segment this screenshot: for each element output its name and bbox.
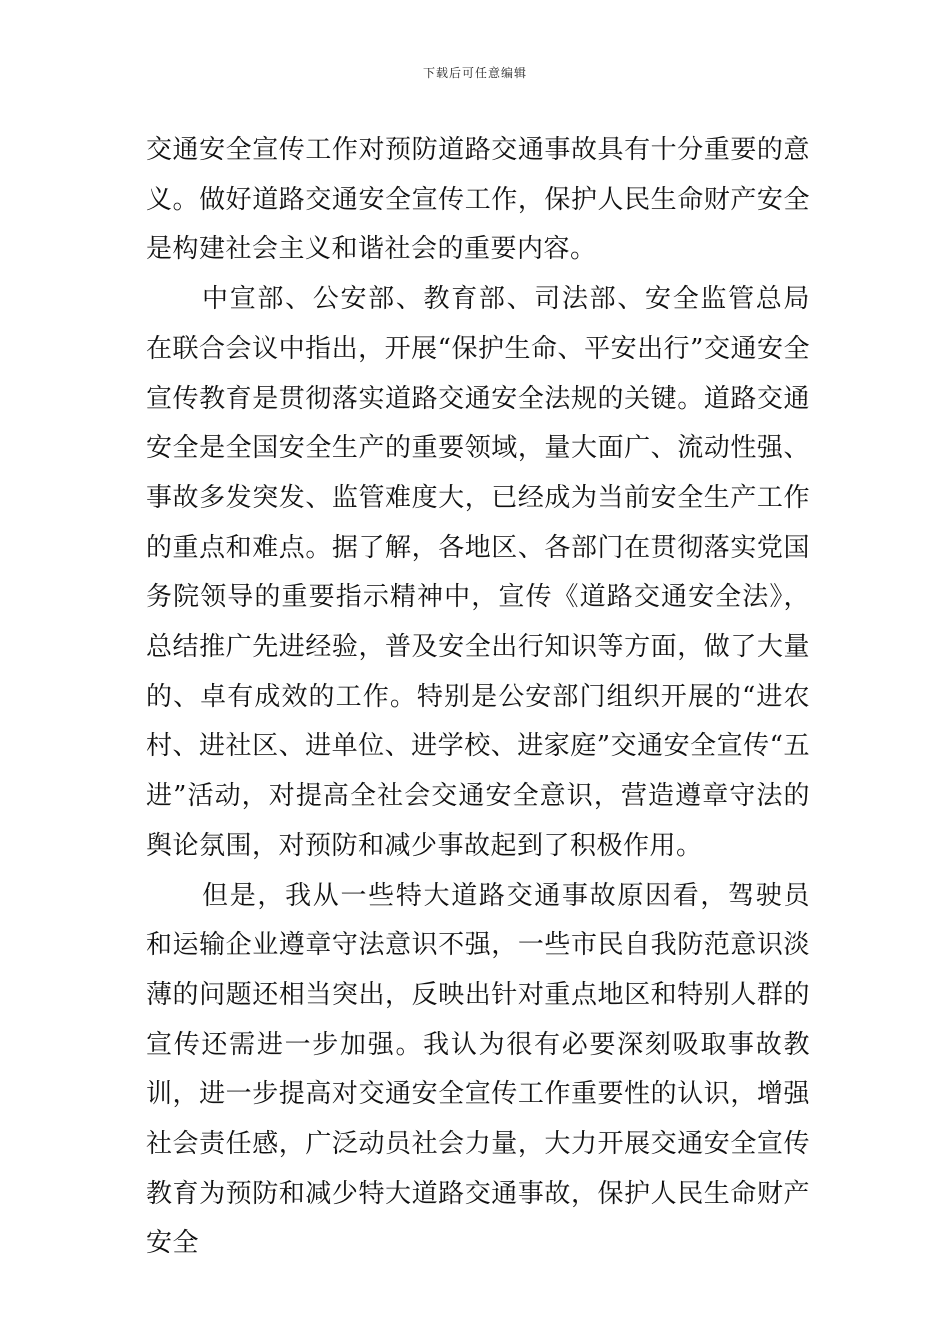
paragraph-2: 中宣部、公安部、教育部、司法部、安全监管总局在联合会议中指出，开展“保护生命、平安出行”交通安全宣传教育是贯彻落实道路交通安全法规的关键。道路交通安全是全国安全生产的重要领域，量大面广、流动性强、事故多发突发、监管难度大，已经成为当前安全生产工作的重点和难点。据了解，各地区、各部门在贯彻落实党国务院领导的重要指示精神中，宣传《道路交通安全法》，总结推广先进经验，普及安全出行知识等方面，做了大量的、卓有成效的工作。特别是公安部门组织开展的“进农村、进社区、进单位、进学校、进家庭”交通安全宣传“五进”活动，对提高全社会交通安全意识，营造遵章守法的舆论氛围，对预防和减少事故起到了积极作用。 [146,284,810,861]
page-header: 下载后可任意编辑 [422,66,527,80]
paragraph-1: 交通安全宣传工作对预防道路交通事故具有十分重要的意义。做好道路交通安全宣传工作，保护人民生命财产安全是构建社会主义和谐社会的重要内容。 [146,135,810,265]
paragraph-3: 但是，我从一些特大道路交通事故原因看，驾驶员和运输企业遵章守法意识不强，一些市民自我防范意识淡薄的问题还相当突出，反映出针对重点地区和特别人群的宣传还需进一步加强。我认为很有必要深刻吸取事故教训，进一步提高对交通安全宣传工作重要性的认识，增强社会责任感，广泛动员社会力量，大力开展交通安全宣传教育为预防和减少特大道路交通事故，保护人民生命财产安全 [146,880,810,1259]
document-body [146,126,810,1269]
